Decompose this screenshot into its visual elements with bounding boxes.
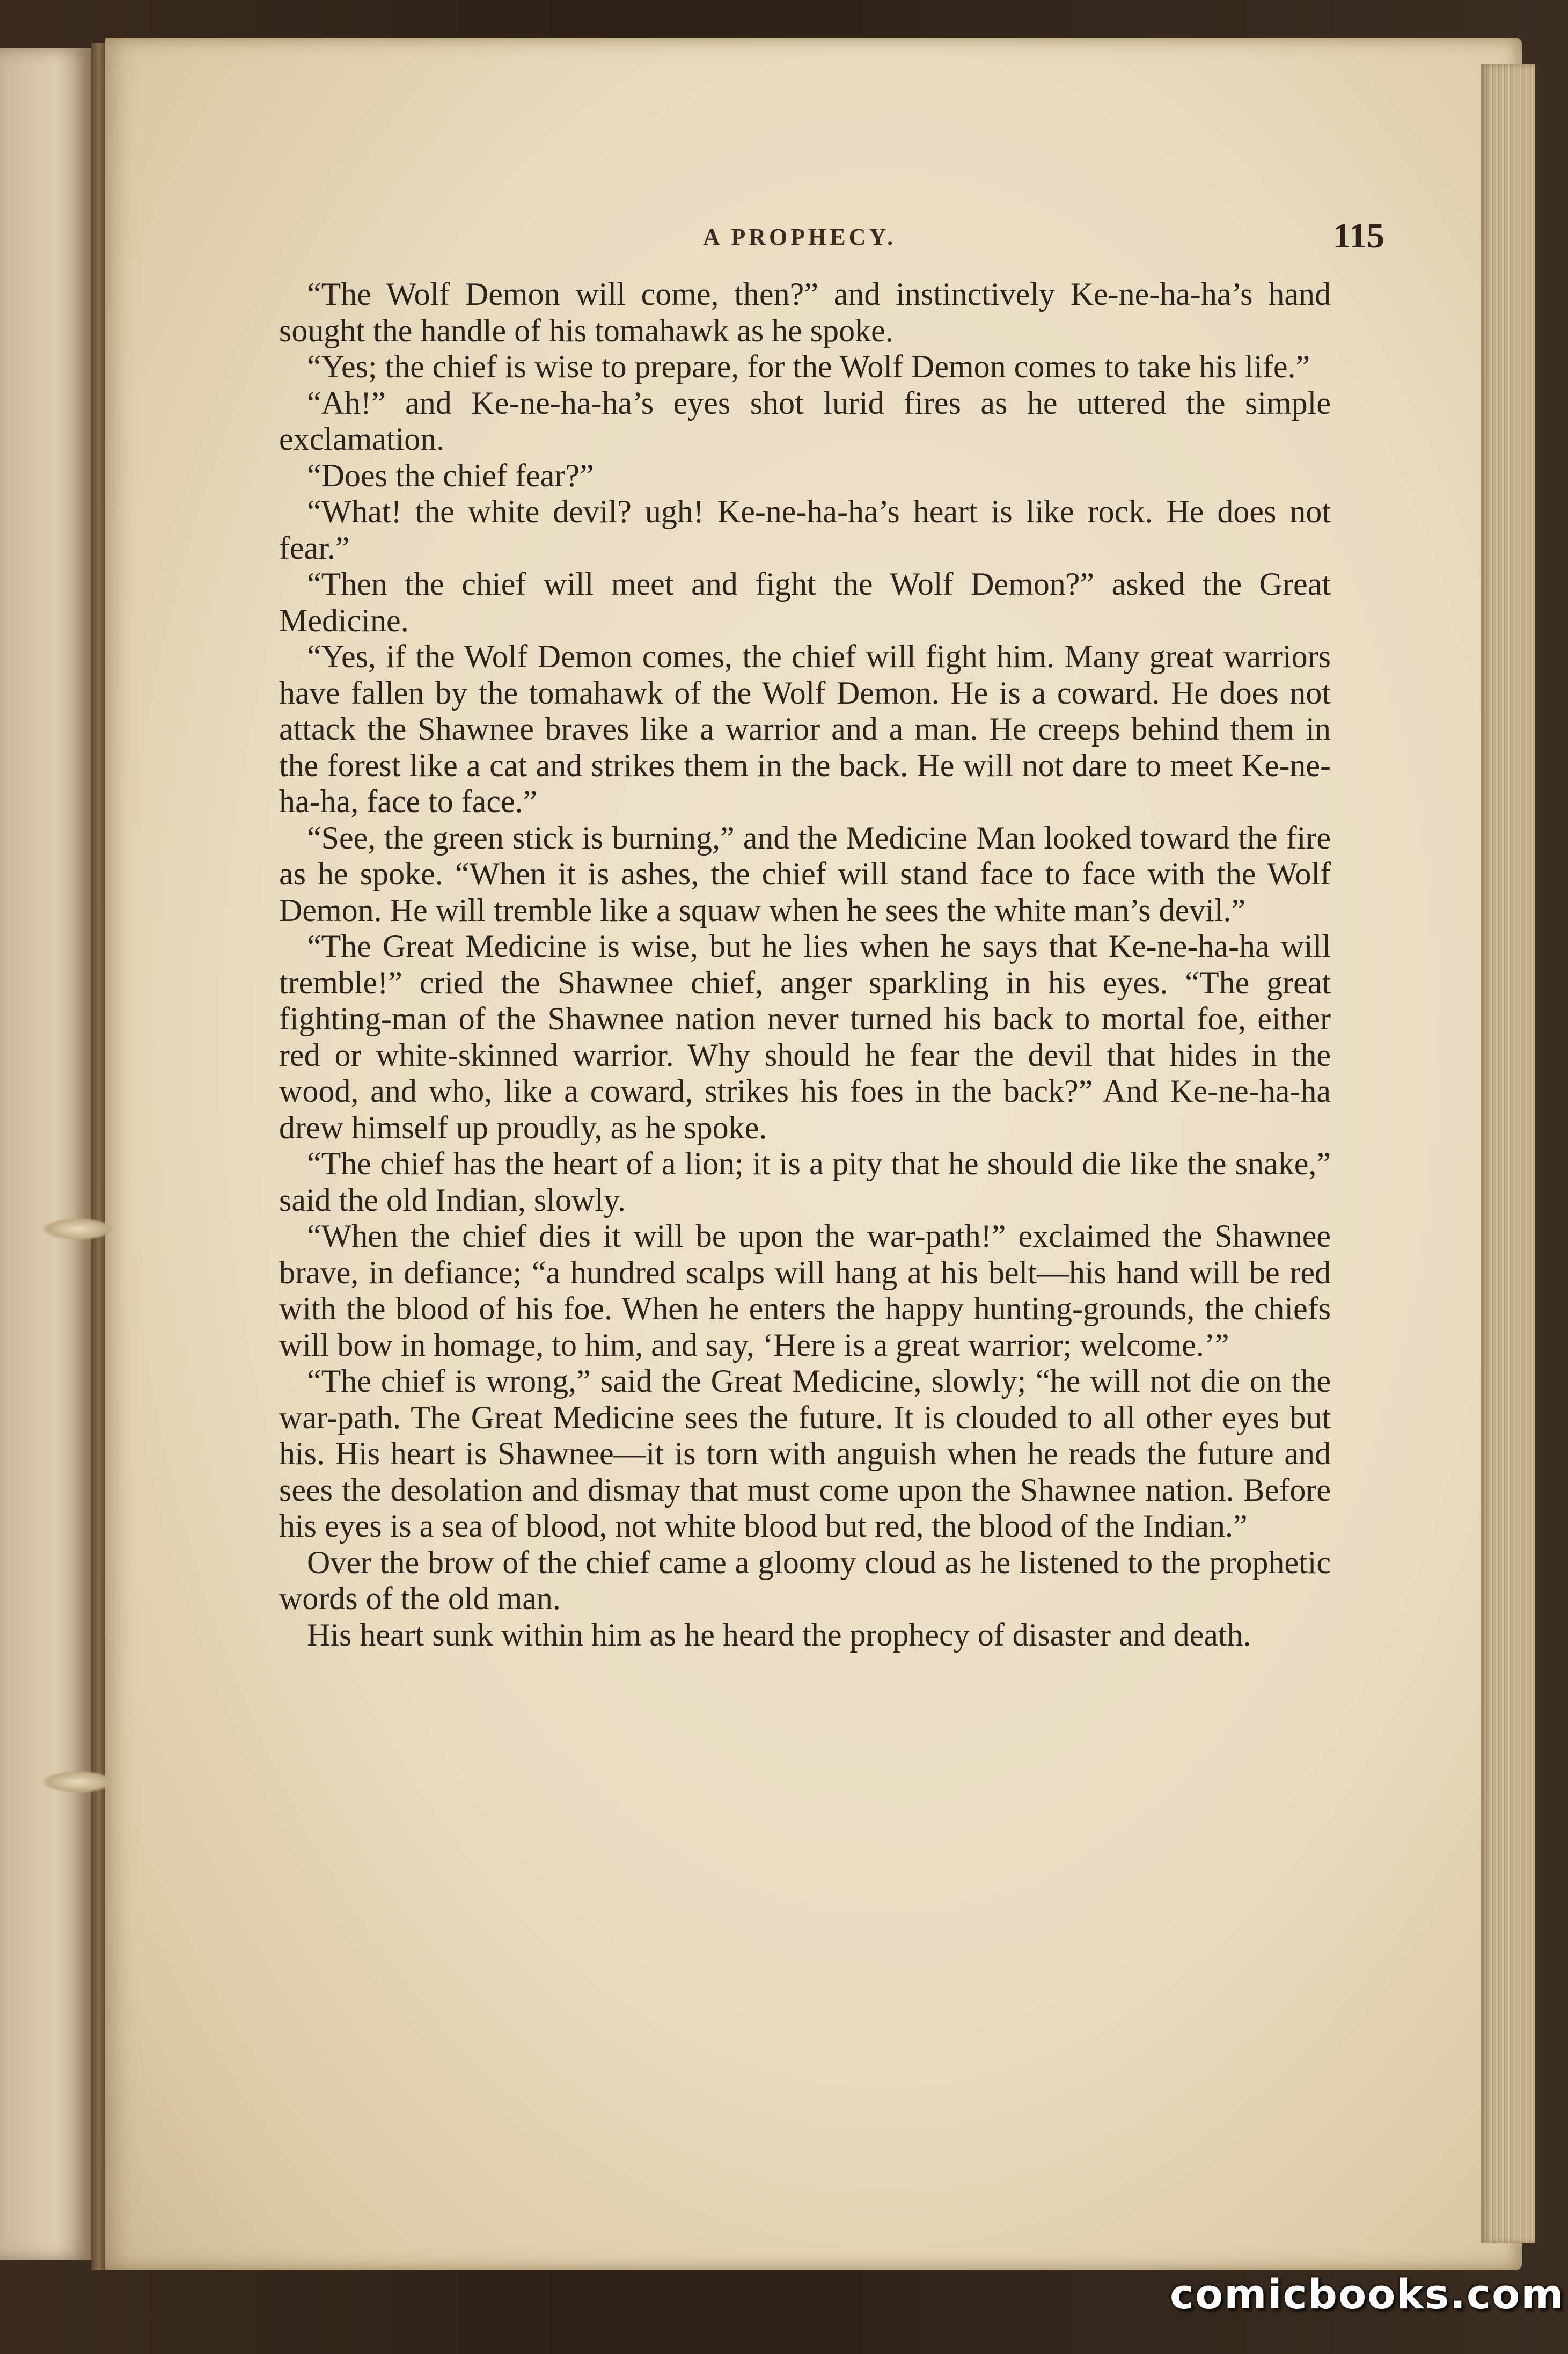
paragraph: “Yes, if the Wolf Demon comes, the chief will fight him. Many great warriors have fallen by the tomahawk of the Wolf Demon. He is a coward. He does not attack the Shawnee braves like a warrior and a man. He creeps behind them in the forest like a cat and strikes them in the back. He will not dare to meet Ke-ne-ha-ha, face to face.”	[279, 639, 1331, 819]
paragraph: Over the brow of the chief came a gloomy cloud as he listened to the prophetic words of the old man.	[279, 1544, 1331, 1616]
paragraph: “See, the green stick is burning,” and the Medicine Man looked toward the fire as he spoke. “When it is ashes, the chief will stand face to face with the Wolf Demon. He will tremble like a squaw when he sees the white man’s devil.”	[279, 820, 1331, 928]
paragraph: “The chief is wrong,” said the Great Medicine, slowly; “he will not die on the war-path. The Great Medicine sees the future. It is clouded to all other eyes but his. His heart is Shawnee—it is torn with anguish when he reads the future and sees the desolation and dismay that must come upon the Shawnee nation. Before his eyes is a sea of blood, not white blood but red, the blood of the Indian.”	[279, 1363, 1331, 1544]
paragraph: “What! the white devil? ugh! Ke-ne-ha-ha’s heart is like rock. He does not fear.”	[279, 494, 1331, 566]
book-spine-gutter	[91, 43, 106, 2270]
paragraph: “The Great Medicine is wise, but he lies when he says that Ke-ne-ha-ha will tremble!” cried the Shawnee chief, anger sparkling in his eyes. “The great fighting-man of the Shawnee nation never turned his back to mortal foe, either red or white-skinned warrior. Why should he fear the devil that hides in the wood, and who, like a coward, strikes his foes in the back?” And Ke-ne-ha-ha drew himself up proudly, as he spoke.	[279, 929, 1331, 1145]
binding-thread	[43, 1218, 113, 1240]
paragraph: “Does the chief fear?”	[307, 457, 594, 493]
page-stack-edges	[1481, 64, 1540, 2243]
running-title: A PROPHECY.	[703, 224, 897, 250]
paragraph: “Then the chief will meet and fight the Wolf Demon?” asked the Great Medicine.	[279, 566, 1331, 638]
previous-page-edge	[0, 48, 94, 2260]
paragraph: “Ah!” and Ke-ne-ha-ha’s eyes shot lurid fires as he uttered the simple exclamation.	[279, 385, 1331, 457]
binding-thread	[43, 1771, 113, 1793]
paragraph: “Yes; the chief is wise to prepare, for the Wolf Demon comes to take his life.”	[307, 349, 1310, 384]
running-head	[279, 216, 1384, 267]
paragraph: His heart sunk within him as he heard the prophecy of disaster and death.	[307, 1617, 1251, 1653]
paragraph: “The chief has the heart of a lion; it is a pity that he should die like the snake,” said the old Indian, slowly.	[279, 1146, 1331, 1218]
watermark: comicbooks.com	[1170, 2270, 1565, 2318]
paragraph: “When the chief dies it will be upon the war-path!” exclaimed the Shawnee brave, in defiance; “a hundred scalps will hang at his belt—his hand will be red with the blood of his foe. When he enters the happy hunting-grounds, the chiefs will bow in homage, to him, and say, ‘Here is a great warrior; welcome.’”	[279, 1218, 1331, 1363]
body-text	[279, 276, 1331, 1653]
page-number: 115	[1333, 216, 1384, 255]
paragraph: “The Wolf Demon will come, then?” and instinctively Ke-ne-ha-ha’s hand sought the handle of his tomahawk as he spoke.	[279, 276, 1331, 348]
